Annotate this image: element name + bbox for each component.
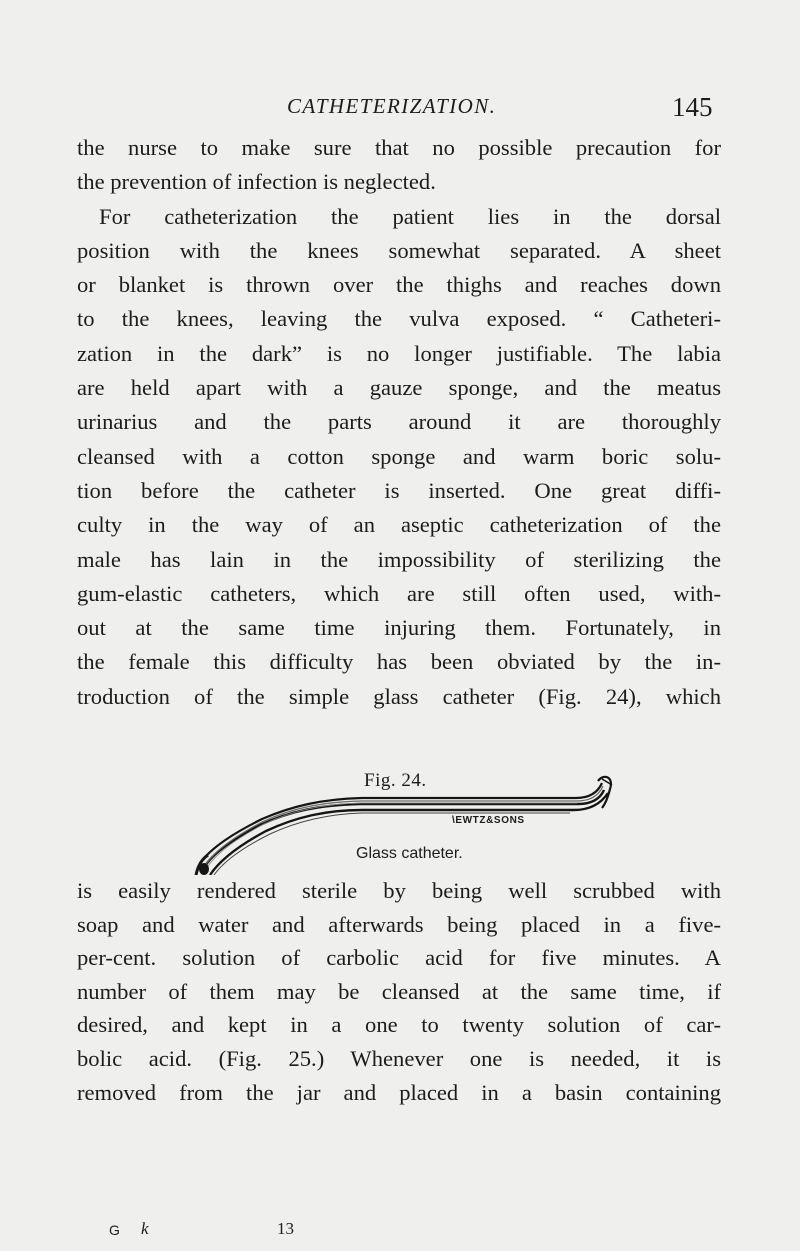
- text-line: removed from the jar and placed in a basin containing: [77, 1079, 721, 1105]
- text-line: is easily rendered sterile by being well scrubbed with: [77, 878, 721, 903]
- figure-caption: Glass catheter.: [356, 845, 463, 862]
- text-line: position with the knees somewhat separated. A sheet: [77, 237, 721, 263]
- text-line: gum-elastic catheters, which are still often used, with-: [77, 580, 721, 606]
- signature-number: 13: [277, 1219, 294, 1238]
- text-line: bolic acid. (Fig. 25.) Whenever one is needed, it is: [77, 1045, 721, 1071]
- running-title: CATHETERIZATION.: [287, 94, 497, 118]
- catheter-maker-imprint: \EWTZ&SONS: [452, 815, 525, 826]
- text-line: tion before the catheter is inserted. One great diffi-: [77, 477, 721, 503]
- text-line: culty in the way of an aseptic catheterization of the: [77, 512, 721, 538]
- text-line: cleansed with a cotton sponge and warm boric solu-: [77, 443, 721, 469]
- text-line: For catheterization the patient lies in the dorsal: [99, 203, 721, 229]
- text-line: are held apart with a gauze sponge, and the meatus: [77, 375, 721, 401]
- text-line: troduction of the simple glass catheter (Fig. 24), which: [77, 683, 721, 709]
- body-text-top: [77, 131, 721, 714]
- text-line: or blanket is thrown over the thighs and reaches down: [77, 272, 721, 298]
- text-line: soap and water and afterwards being placed in a five-: [77, 911, 721, 937]
- body-text-bottom: [77, 874, 721, 1109]
- text-line: out at the same time injuring them. Fortunately, in: [77, 615, 721, 641]
- text-line: to the knees, leaving the vulva exposed. “ Catheteri-: [77, 306, 721, 332]
- text-line: the nurse to make sure that no possible precaution for: [77, 135, 721, 160]
- text-line: the female this difficulty has been obviated by the in-: [77, 649, 721, 675]
- text-line: the prevention of infection is neglected.: [77, 169, 436, 195]
- signature-letter-g: G: [109, 1222, 120, 1238]
- text-line: desired, and kept in a one to twenty solution of car-: [77, 1012, 721, 1038]
- text-line: urinarius and the parts around it are thoroughly: [77, 409, 721, 435]
- page-number: 145: [672, 92, 713, 122]
- text-line: per-cent. solution of carbolic acid for five minutes. A: [77, 945, 721, 971]
- text-line: male has lain in the impossibility of sterilizing the: [77, 546, 721, 572]
- signature-letter-k: k: [141, 1219, 149, 1238]
- figure-label: Fig. 24.: [364, 770, 427, 791]
- text-line: number of them may be cleansed at the same time, if: [77, 978, 721, 1004]
- text-line: zation in the dark” is no longer justifiable. The labia: [77, 340, 721, 366]
